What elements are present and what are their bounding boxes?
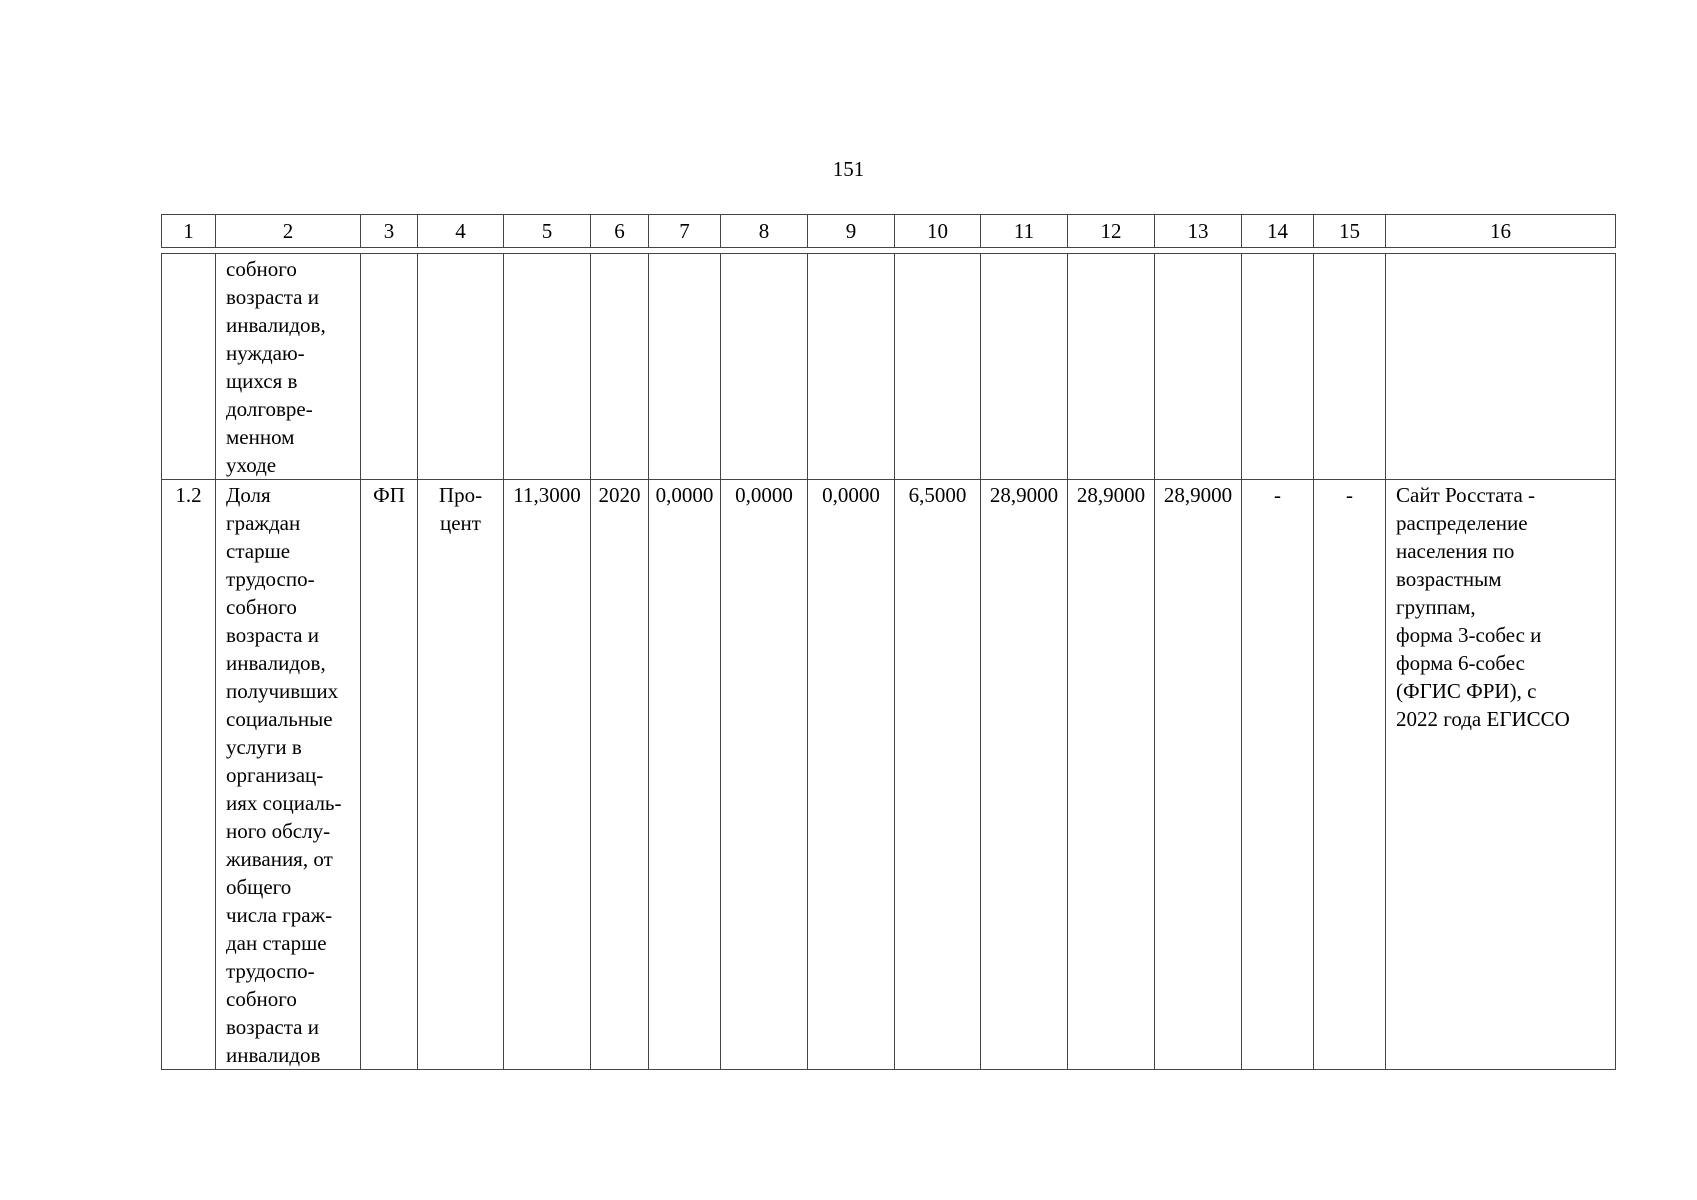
cell-value-10	[895, 254, 981, 480]
column-number-1: 1	[162, 215, 216, 248]
column-number-16: 16	[1386, 215, 1616, 248]
cell-level: ФП	[361, 480, 418, 1070]
column-number-12: 12	[1068, 215, 1155, 248]
row-number: 1.2	[162, 480, 216, 1070]
indicator-name: Доля граждан старше трудоспо- собного возраста и инвалидов, получивших социальные услуги в организац- иях социаль- ного обслу- живания, от общего числа граж- дан старше трудоспо- собного возраста и инвалидов	[216, 480, 361, 1070]
cell-value-12	[1068, 254, 1155, 480]
cell-source: Сайт Росстата - распределение населения по возрастным группам, форма 3-собес и форма 6-собес (ФГИС ФРИ), с 2022 года ЕГИССО	[1386, 480, 1616, 1070]
cell-value-14: -	[1242, 480, 1314, 1070]
column-number-8: 8	[721, 215, 808, 248]
cell-base-year: 2020	[591, 480, 649, 1070]
cell-value-13	[1155, 254, 1242, 480]
cell-value-11	[981, 254, 1068, 480]
column-number-row	[162, 215, 1616, 248]
cell-value-8: 0,0000	[721, 480, 808, 1070]
cell-level	[361, 254, 418, 480]
table-row	[162, 480, 1616, 1070]
row-number	[162, 254, 216, 480]
column-number-header	[161, 214, 1616, 248]
cell-unit	[418, 254, 504, 480]
column-number-9: 9	[808, 215, 895, 248]
cell-value-9: 0,0000	[808, 480, 895, 1070]
column-number-7: 7	[649, 215, 721, 248]
page-number: 151	[832, 157, 865, 181]
column-number-6: 6	[591, 215, 649, 248]
cell-value-13: 28,9000	[1155, 480, 1242, 1070]
column-number-4: 4	[418, 215, 504, 248]
column-number-13: 13	[1155, 215, 1242, 248]
column-number-15: 15	[1314, 215, 1386, 248]
cell-value-14	[1242, 254, 1314, 480]
column-number-3: 3	[361, 215, 418, 248]
cell-value-11: 28,9000	[981, 480, 1068, 1070]
cell-value-15: -	[1314, 480, 1386, 1070]
cell-value-7: 0,0000	[649, 480, 721, 1070]
cell-source	[1386, 254, 1616, 480]
indicator-table	[161, 253, 1616, 1070]
cell-value-7	[649, 254, 721, 480]
indicator-name: собного возраста и инвалидов, нуждаю- щихся в долговре- менном уходе	[216, 254, 361, 480]
column-number-2: 2	[216, 215, 361, 248]
column-number-5: 5	[504, 215, 591, 248]
cell-base-value	[504, 254, 591, 480]
cell-base-year	[591, 254, 649, 480]
cell-base-value: 11,3000	[504, 480, 591, 1070]
cell-value-9	[808, 254, 895, 480]
cell-value-12: 28,9000	[1068, 480, 1155, 1070]
column-number-14: 14	[1242, 215, 1314, 248]
cell-value-8	[721, 254, 808, 480]
cell-value-10: 6,5000	[895, 480, 981, 1070]
column-number-11: 11	[981, 215, 1068, 248]
cell-unit: Про- цент	[418, 480, 504, 1070]
table-row	[162, 254, 1616, 480]
column-number-10: 10	[895, 215, 981, 248]
cell-value-15	[1314, 254, 1386, 480]
